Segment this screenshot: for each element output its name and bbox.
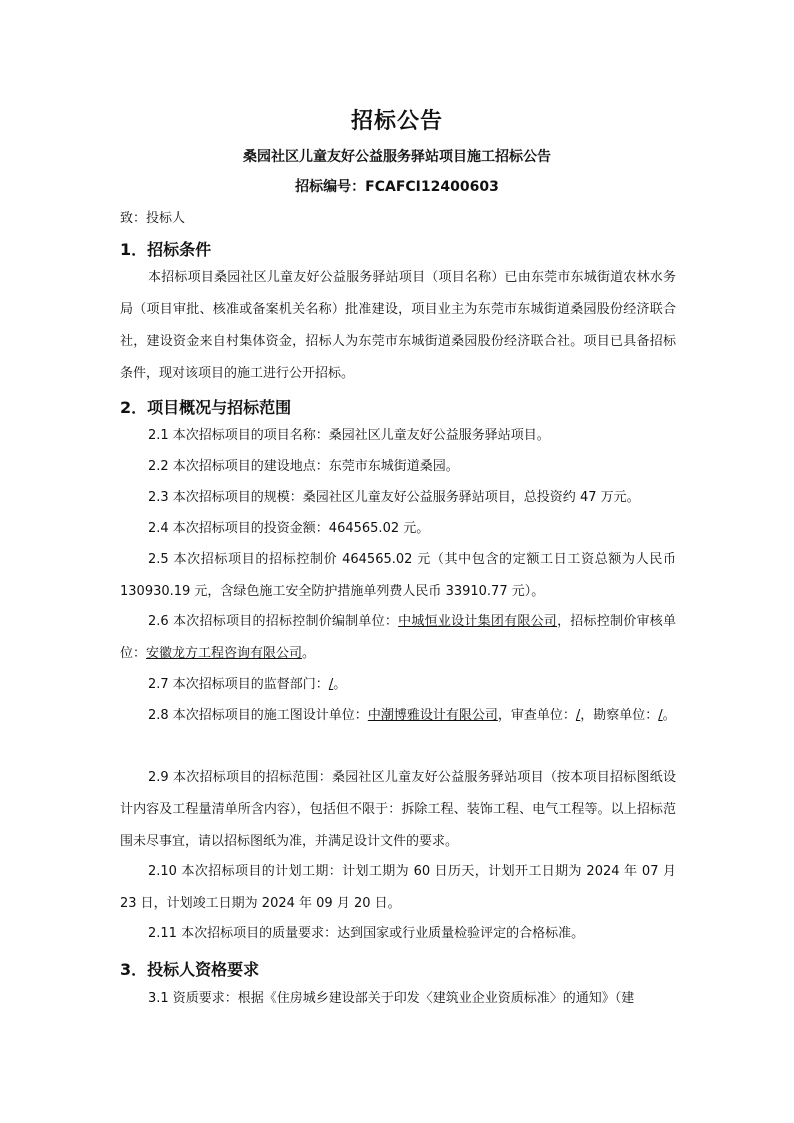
greeting: 致：投标人 <box>120 211 186 226</box>
p27-text-a: 2.7 本次招标项目的监督部门： <box>148 677 329 692</box>
supervisor-value: / <box>328 677 334 692</box>
paragraph-2-4: 2.4 本次招标项目的投资金额：464565.02 元。 <box>148 521 430 536</box>
paragraph-2-2: 2.2 本次招标项目的建设地点：东莞市东城街道桑园。 <box>148 459 459 474</box>
p27-text-c: 。 <box>333 677 347 692</box>
paragraph-2-7 <box>120 669 676 701</box>
section-2-heading: 2．项目概况与招标范围 <box>120 398 292 417</box>
paragraph-2-11: 2.11 本次招标项目的质量要求：达到国家或行业质量检验评定的合格标准。 <box>148 926 585 941</box>
paragraph-2-3: 2.3 本次招标项目的规模：桑园社区儿童友好公益服务驿站项目，总投资约 47 万元。 <box>148 490 640 505</box>
paragraph-2-8 <box>120 700 676 732</box>
tender-code: 招标编号：FCAFCI12400603 <box>295 179 499 195</box>
p28-text-a: 2.8 本次招标项目的施工图设计单位： <box>148 708 368 723</box>
paragraph-2-9: 2.9 本次招标项目的招标范围：桑园社区儿童友好公益服务驿站项目（按本项目招标图纸设计内容及工程量清单所含内容），包括但不限于：拆除工程、装饰工程、电气工程等。以上招标范围未尽事宜，请以招标图纸为准，并满足设计文件的要求。 <box>120 770 676 849</box>
p28-text-g: 。 <box>662 708 676 723</box>
paragraph-2-10: 2.10 本次招标项目的计划工期：计划工期为 60 日历天，计划开工日期为 2024 年 07 月 23 日，计划竣工日期为 2024 年 09 月 20 日。 <box>120 864 676 911</box>
p26-text-e: 。 <box>302 646 316 661</box>
review-unit-value: / <box>575 708 581 723</box>
p28-text-e: ，勘察单位： <box>580 708 659 723</box>
section-1-paragraph: 本招标项目桑园社区儿童友好公益服务驿站项目（项目名称）已由东莞市东城街道农林水务局（项目审批、核准或备案机关名称）批准建设，项目业主为东莞市东城街道桑园股份经济联合社，建设资金来自村集体资金，招标人为东莞市东城街道桑园股份经济联合社。项目已具备招标条件，现对该项目的施工进行公开招标。 <box>120 270 676 381</box>
cost-reviewer-name: 安徽龙方工程咨询有限公司 <box>146 646 303 661</box>
p26-text-a: 2.6 本次招标项目的招标控制价编制单位： <box>148 614 399 629</box>
paragraph-2-1: 2.1 本次招标项目的项目名称：桑园社区儿童友好公益服务驿站项目。 <box>148 428 550 443</box>
survey-unit-value: / <box>658 708 663 723</box>
cost-compiler-name: 中城恒业设计集团有限公司 <box>398 614 558 629</box>
paragraph-2-6 <box>120 606 676 670</box>
p28-text-c: ，审查单位： <box>497 708 576 723</box>
design-unit-name: 中潮博雅设计有限公司 <box>367 708 498 723</box>
p26-text-c: ，招标控制价审核单位： <box>120 614 676 661</box>
section-3-heading: 3．投标人资格要求 <box>120 960 260 979</box>
paragraph-2-5: 2.5 本次招标项目的招标控制价 464565.02 元（其中包含的定额工日工资总额为人民币 130930.19 元，含绿色施工安全防护措施单列费人民币 33910.77 元）。 <box>120 552 676 599</box>
section-1-heading: 1．招标条件 <box>120 240 212 259</box>
notice-subtitle: 桑园社区儿童友好公益服务驿站项目施工招标公告 <box>243 149 551 165</box>
page-title: 招标公告 <box>350 109 443 134</box>
paragraph-3-1: 3.1 资质要求：根据《住房城乡建设部关于印发〈建筑业企业资质标准〉的通知》（建 <box>148 991 635 1006</box>
